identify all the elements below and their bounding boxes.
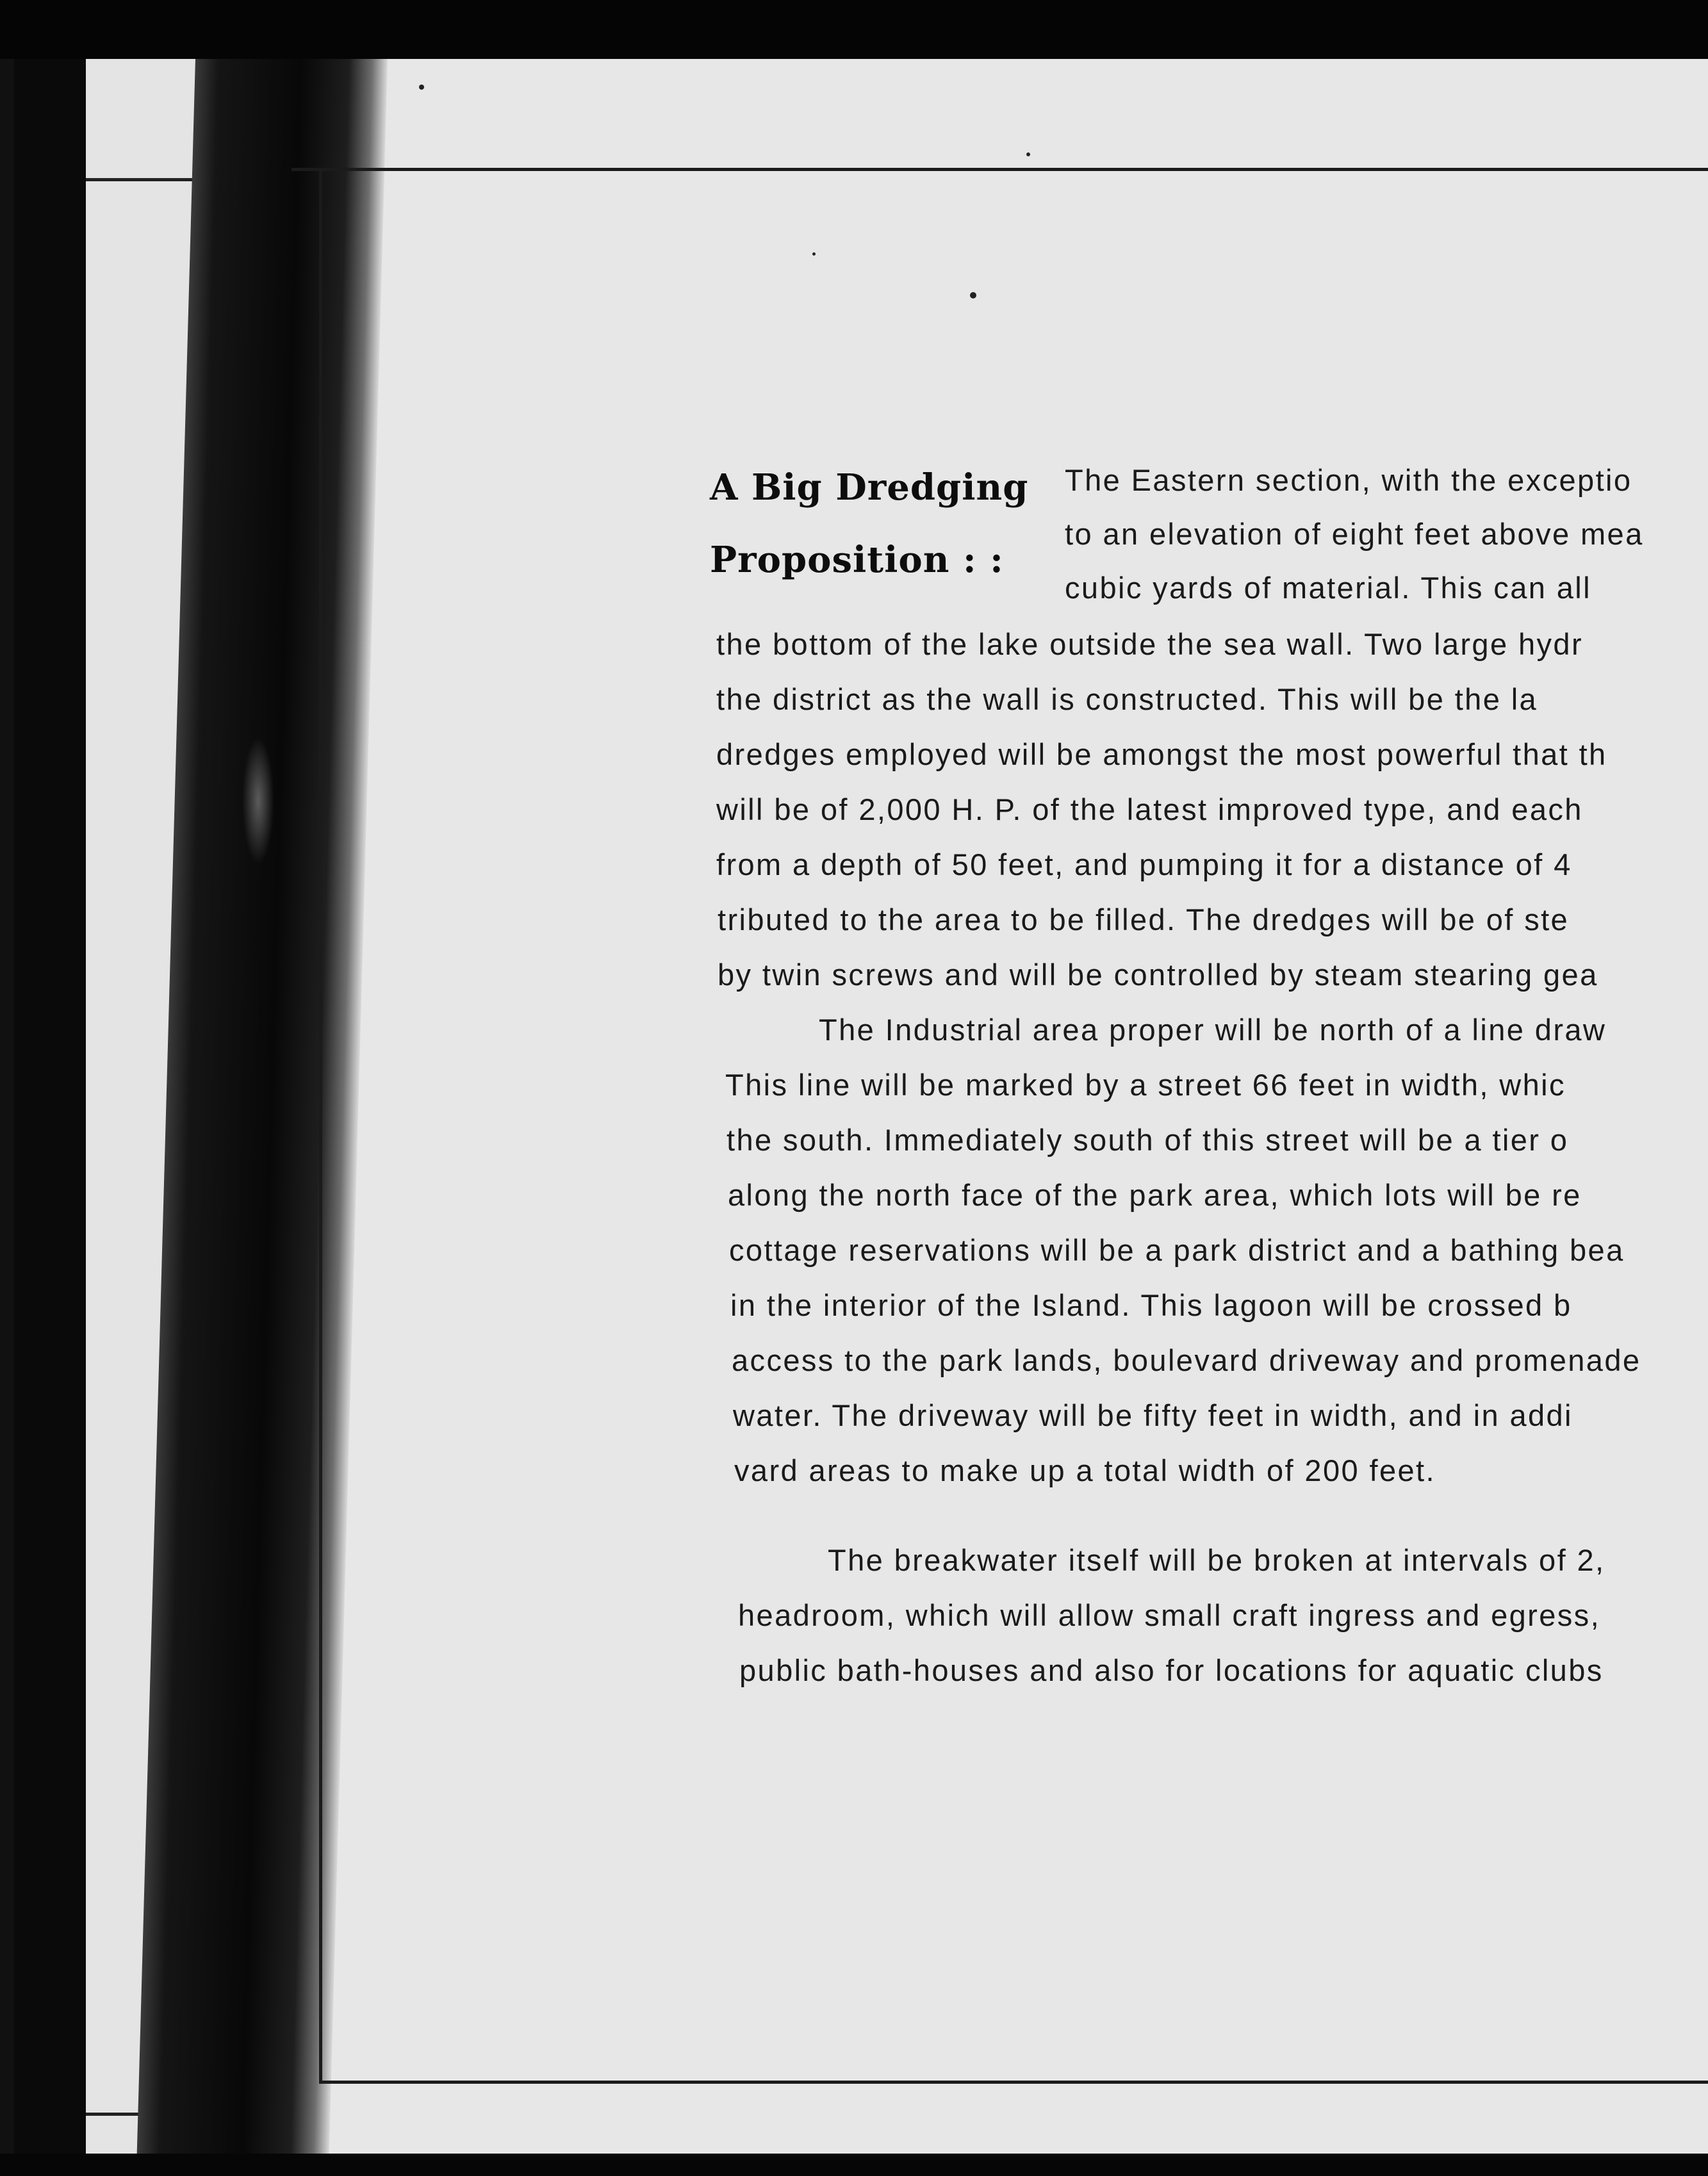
text-line: tributed to the area to be filled. The dredges will be of ste — [718, 903, 1570, 937]
text-line: the district as the wall is constructed. This will be the la — [716, 682, 1538, 716]
page-border-top — [292, 168, 1708, 171]
scan-top-border — [0, 0, 1708, 59]
text-line: in the interior of the Island. This lagoon will be crossed b — [730, 1288, 1572, 1322]
text-line: dredges employed will be amongst the most powerful that th — [716, 737, 1607, 771]
text-line: by twin screws and will be controlled by steam stearing gea — [718, 958, 1598, 992]
facing-page-rule-top — [86, 178, 195, 181]
dust-speck — [1026, 152, 1030, 156]
text-line: cubic yards of material. This can all — [1065, 571, 1591, 605]
page-border-left — [319, 168, 322, 2083]
page-border-bottom — [319, 2081, 1708, 2084]
section-heading-line-1: A Big Dredging — [710, 466, 1029, 509]
text-line: The Industrial area proper will be north of a line draw — [819, 1013, 1607, 1047]
text-line: the bottom of the lake outside the sea wall. Two large hydr — [716, 627, 1583, 661]
dust-speck — [970, 292, 976, 299]
text-line: headroom, which will allow small craft ingress and egress, — [738, 1598, 1601, 1632]
text-line: The Eastern section, with the exceptio — [1065, 463, 1632, 497]
scan-bottom-border — [0, 2154, 1708, 2176]
text-line: will be of 2,000 H. P. of the latest improved type, and each — [716, 792, 1583, 826]
text-line: water. The driveway will be fifty feet in width, and in addi — [733, 1398, 1573, 1432]
text-line: public bath-houses and also for locations for aquatic clubs — [739, 1653, 1604, 1687]
text-line: The breakwater itself will be broken at intervals of 2, — [828, 1543, 1605, 1577]
dust-speck — [812, 252, 816, 256]
text-line: to an elevation of eight feet above mea — [1065, 517, 1644, 551]
text-line: from a depth of 50 feet, and pumping it for a distance of 4 — [716, 847, 1572, 881]
text-line: the south. Immediately south of this street will be a tier o — [727, 1123, 1569, 1157]
text-line: vard areas to make up a total width of 200 feet. — [734, 1453, 1436, 1487]
text-line: cottage reservations will be a park district and a bathing bea — [729, 1233, 1625, 1267]
text-line: along the north face of the park area, which lots will be re — [728, 1178, 1582, 1212]
section-heading-line-2: Proposition : : — [710, 539, 1004, 581]
binding-shadow — [14, 59, 86, 2154]
text-line: This line will be marked by a street 66 feet in width, whic — [725, 1068, 1566, 1102]
spine-highlight — [242, 737, 274, 865]
dust-speck — [419, 85, 424, 90]
text-line: access to the park lands, boulevard driveway and promenade — [732, 1343, 1641, 1377]
facing-page-edge — [0, 59, 14, 2154]
